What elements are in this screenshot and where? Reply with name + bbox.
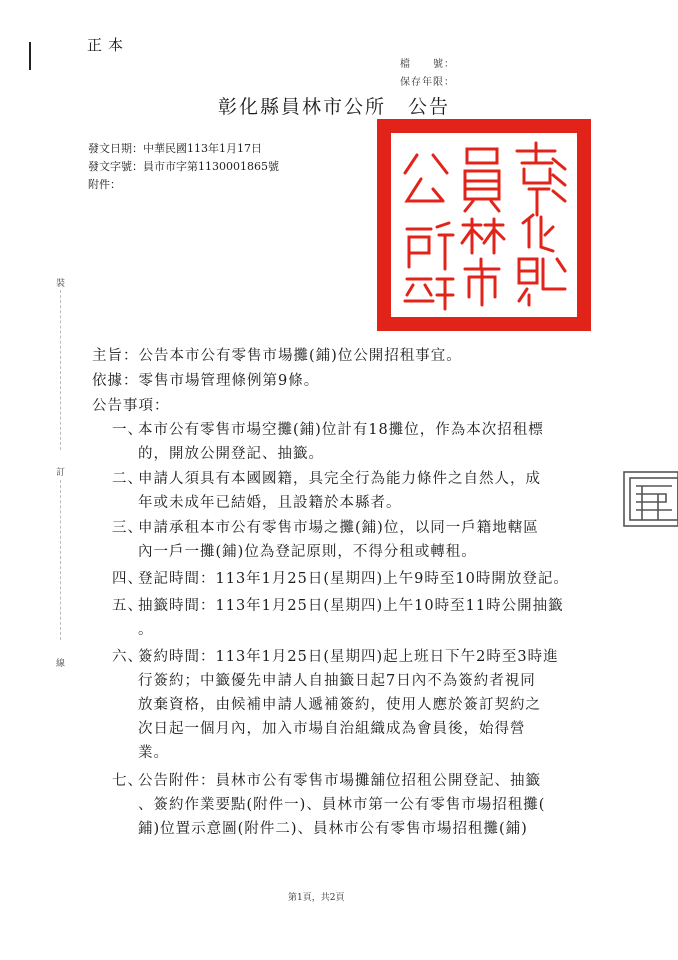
attachment-line: 附件： <box>88 178 121 191</box>
retention-label: 保存年限： <box>400 77 455 88</box>
page-title <box>218 92 450 119</box>
item-number: 六、 <box>112 649 143 665</box>
item-text: 簽約時間：113年1月25日(星期四)起上班日下午2時至3時進 行簽約；中籤優先申請人自抽籤日起7日內不為簽約者視同 放棄資格，由候補申請人遞補簽約，使用人應於簽訂契約之 次日起一個月內，加入市場自治組織成為會員後，始得營 業。 <box>138 649 559 761</box>
basis-line: 依據：零售市場管理條例第9條。 <box>92 373 320 389</box>
item-number: 二、 <box>112 471 143 487</box>
item-number: 五、 <box>112 598 143 614</box>
item-text: 申請承租本市公有零售市場之攤(鋪)位，以同一戶籍地轄區 內一戶一攤(鋪)位為登記原則，不得分租或轉租。 <box>138 520 539 560</box>
issue-number: 發文字號：員市市字第1130001865號 <box>88 160 279 173</box>
issue-date: 發文日期：中華民國113年1月17日 <box>88 142 262 155</box>
binding-mark-zhuang: 裝 <box>56 279 66 289</box>
binding-dashed-line <box>60 480 61 640</box>
item-number: 三、 <box>112 520 143 536</box>
item-text: 本市公有零售市場空攤(鋪)位計有18攤位，作為本次招租標 的，開放公開登記、抽籤。 <box>138 422 544 462</box>
page-number: 第1頁，共2頁 <box>288 893 345 903</box>
document-type: 公告 <box>408 96 451 118</box>
agency-name: 彰化縣員林市公所 <box>218 96 387 118</box>
official-seal <box>377 119 591 331</box>
edge-stamp <box>618 468 678 530</box>
item-text: 登記時間：113年1月25日(星期四)上午9時至10時開放登記。 <box>138 571 569 587</box>
binding-mark-ding: 訂 <box>56 468 66 478</box>
subject-line: 主旨：公告本市公有零售市場攤(鋪)位公開招租事宜。 <box>92 348 462 364</box>
item-text: 申請人須具有本國國籍，具完全行為能力條件之自然人，成 年或未成年已結婚，且設籍於本縣者。 <box>138 471 541 511</box>
items-heading: 公告事項： <box>92 398 170 414</box>
binding-edge-mark <box>29 42 31 70</box>
item-text: 抽籤時間：113年1月25日(星期四)上午10時至11時公開抽籤 。 <box>138 598 564 638</box>
file-number-label: 檔 號： <box>400 59 455 70</box>
item-number: 四、 <box>112 571 143 587</box>
item-number: 七、 <box>112 773 143 789</box>
binding-mark-xian: 線 <box>56 659 66 669</box>
copy-mark: 正本 <box>87 36 130 54</box>
item-number: 一、 <box>112 422 143 438</box>
binding-dashed-line <box>60 290 61 450</box>
item-text: 公告附件：員林市公有零售市場攤舖位招租公開登記、抽籤 、簽約作業要點(附件一)、員林市第一公有零售市場招租攤( 鋪)位置示意圖(附件二)、員林市公有零售市場招租攤(鋪) <box>138 773 546 837</box>
